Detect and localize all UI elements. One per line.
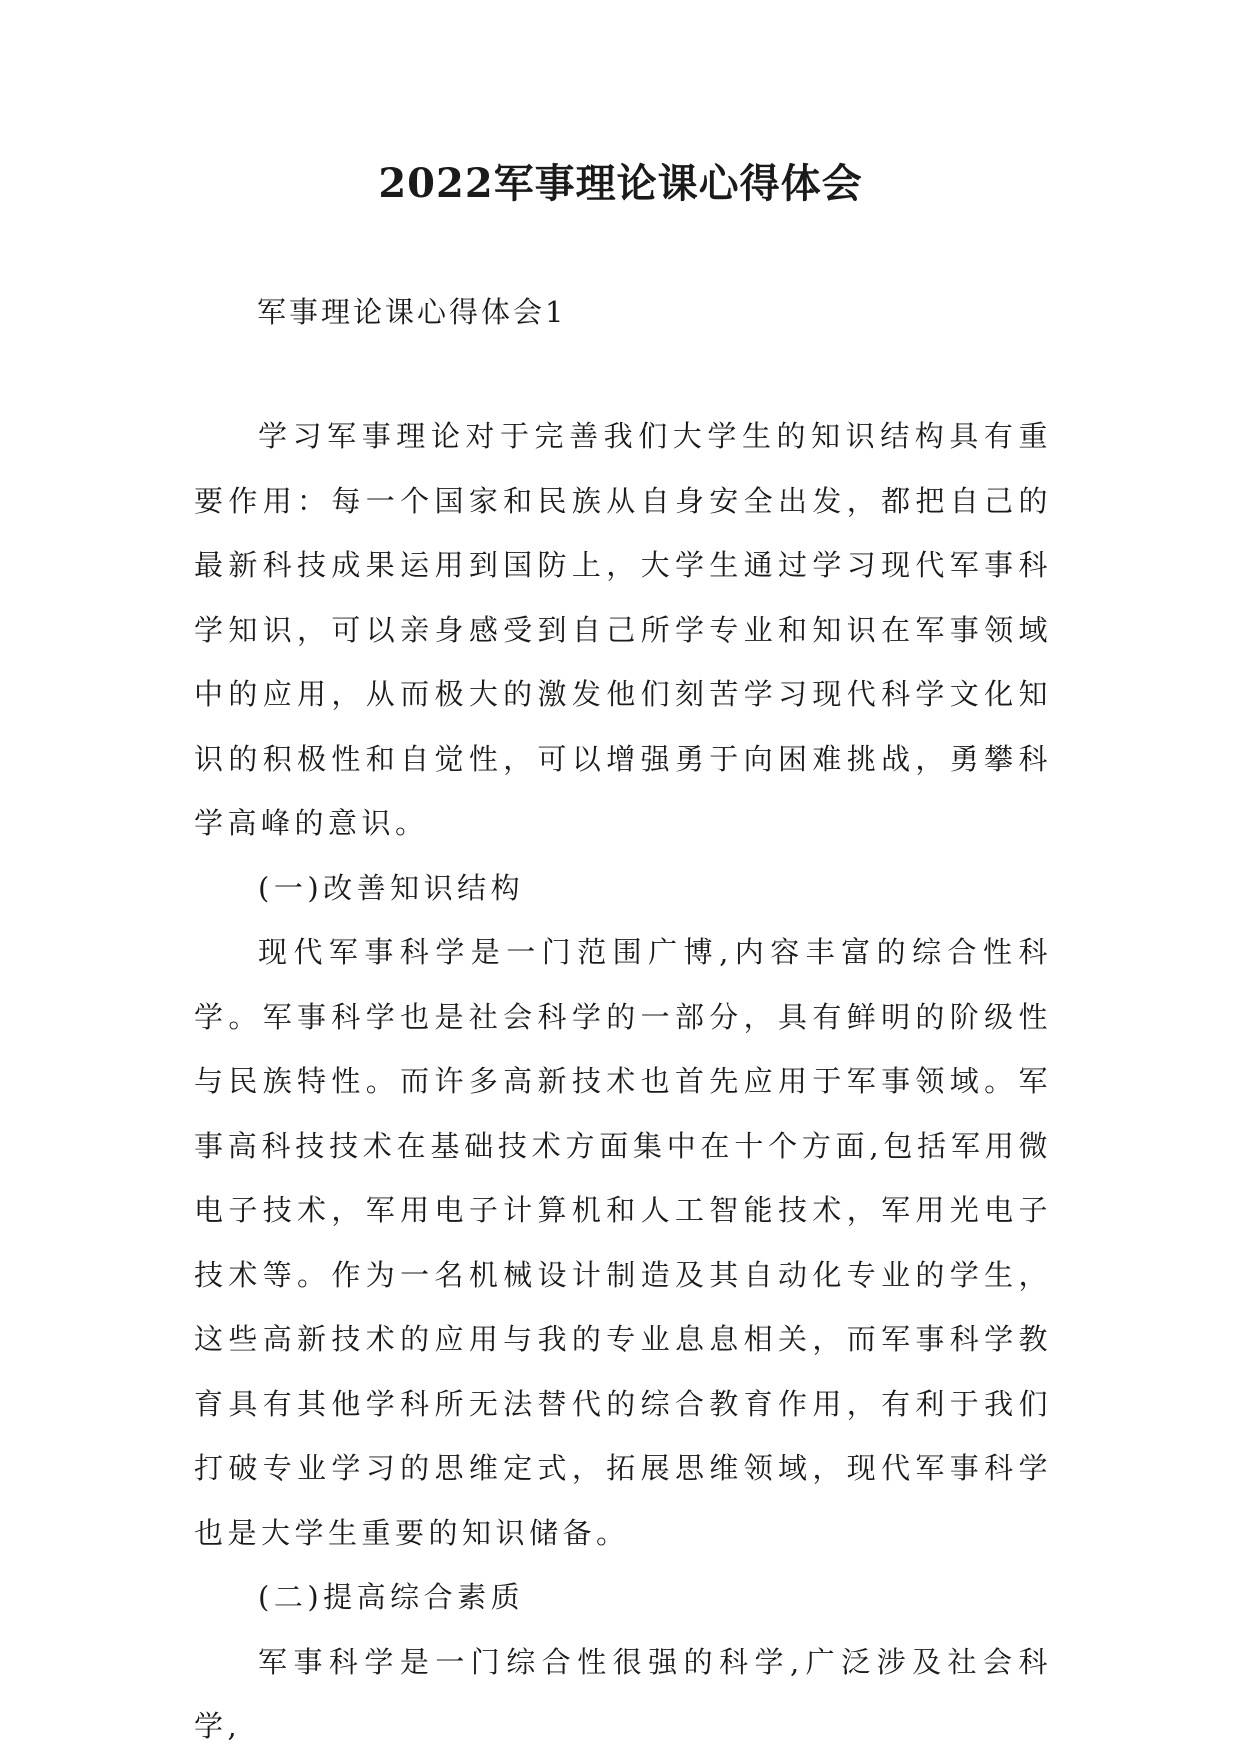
section-heading: 军事理论课心得体会1 (257, 295, 567, 329)
paragraph-knowledge-structure: 现代军事科学是一门范围广博,内容丰富的综合性科学。军事科学也是社会科学的一部分，具有鲜明的阶级性与民族特性。而许多高新技术也首先应用于军事领域。军事高科技技术在基础技术方面集中在十个方面,包括军用微电子技术，军用电子计算机和人工智能技术，军用光电子技术等。作为一名机械设计制造及其自动化专业的学生，这些高新技术的应用与我的专业息息相关，而军事科学教育具有其他学科所无法替代的综合教育作用，有利于我们打破专业学习的思维定式，拓展思维领域，现代军事科学也是大学生重要的知识储备。 (194, 935, 1052, 1550)
paragraph-intro: 学习军事理论对于完善我们大学生的知识结构具有重要作用：每一个国家和民族从自身安全出发，都把自己的最新科技成果运用到国防上，大学生通过学习现代军事科学知识，可以亲身感受到自己所学专业和知识在军事领域中的应用，从而极大的激发他们刻苦学习现代科学文化知识的积极性和自觉性，可以增强勇于向困难挑战，勇攀科学高峰的意识。 (194, 419, 1052, 840)
paragraph-comprehensive-quality: 军事科学是一门综合性很强的科学,广泛涉及社会科学, (194, 1644, 1052, 1743)
subheading-improve-knowledge: (一)改善知识结构 (258, 870, 525, 905)
document-title: 2022军事理论课心得体会 (378, 160, 863, 207)
subheading-improve-quality: (二)提高综合素质 (258, 1580, 525, 1614)
document-body (194, 404, 1052, 1759)
